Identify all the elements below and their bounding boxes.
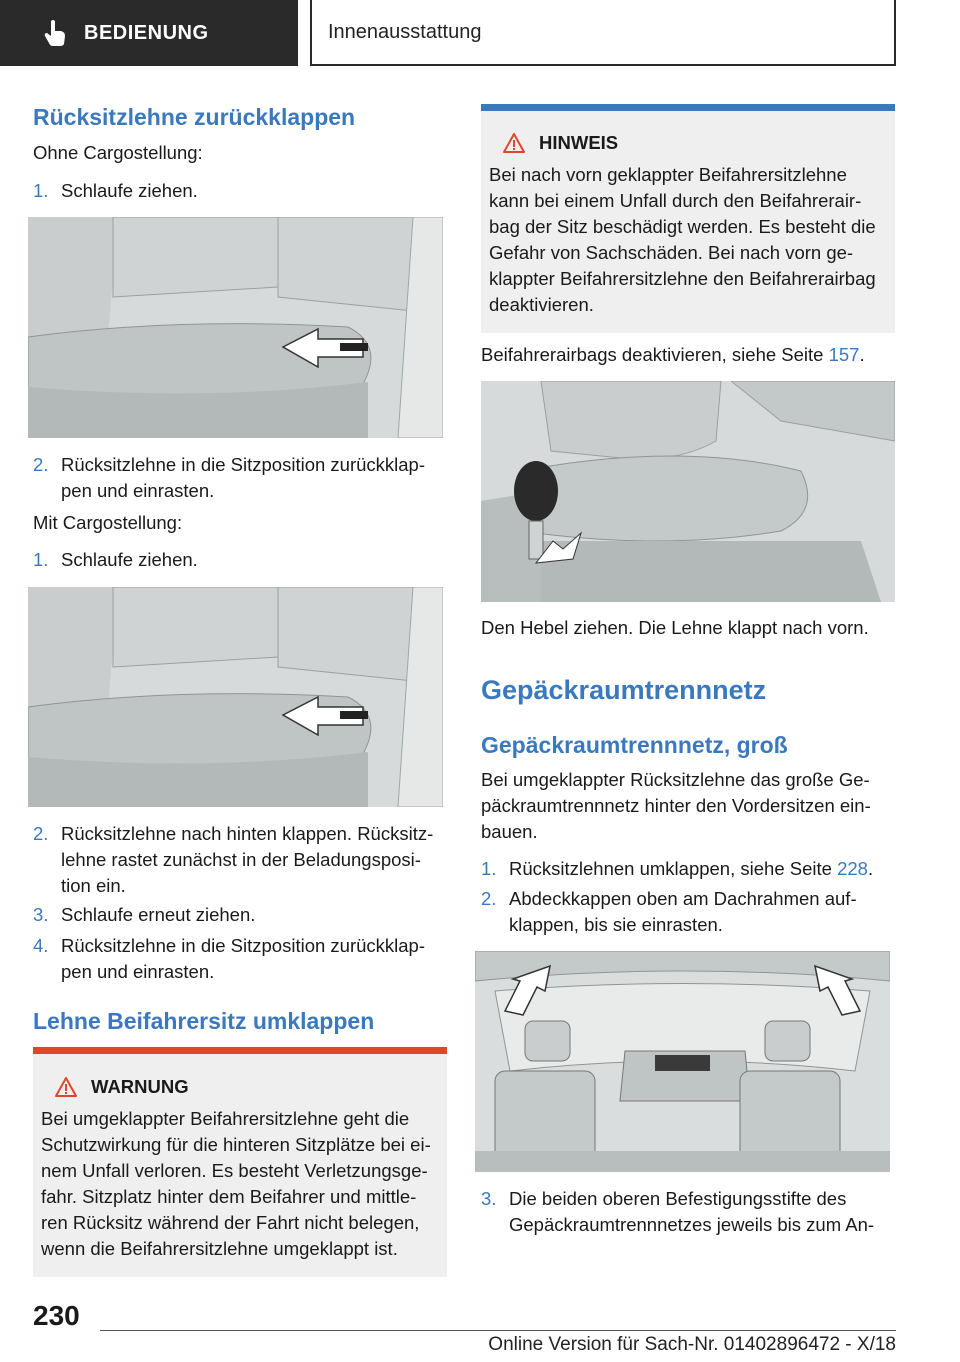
page-link-157[interactable]: 157 [828,344,860,365]
chapter-tab[interactable] [0,0,298,66]
notice-line: Bei nach vorn geklappter Beifahrersitzlehne [489,164,847,185]
step-item [33,547,447,573]
step-text-line: Rücksitzlehnen umklappen, siehe Seite [509,858,832,879]
step-text [61,933,425,985]
intro-line: bauen. [481,821,538,842]
step-item [33,902,447,928]
warning-title-text: WARNUNG [91,1076,189,1097]
notice-box [481,104,895,333]
step-item [33,933,447,985]
step-item [481,886,895,938]
rear-seat-illustration-1 [28,217,443,438]
text-mit-cargostellung: Mit Cargostellung: [33,512,183,533]
hand-pointer-icon [40,18,70,48]
step-item [33,821,447,899]
step-text: Schlaufe ziehen. [61,180,198,201]
step-text-line: Rücksitzlehne nach hinten klappen. Rücksitz- [61,823,434,844]
rear-seat-illustration-2 [28,587,443,807]
step-item [33,452,447,504]
footer-online-version: Online Version für Sach-Nr. 01402896472 - X/18 [488,1334,896,1355]
notice-line: Gefahr von Sachschäden. Bei nach vorn ge- [489,242,854,263]
step-number: 1. [33,549,49,570]
warning-box [33,1047,447,1277]
period: . [867,858,874,879]
heading-gepaeckraumtrennnetz: Gepäckraumtrennnetz [481,675,767,705]
step-text [61,452,425,504]
notice-bar [481,104,895,111]
step-item [33,178,447,204]
step-text-line: klappen, bis sie einrasten. [509,914,723,935]
warning-body [33,1106,447,1262]
text-gepaeck-intro [481,767,895,845]
step-number: 1. [481,858,497,879]
airbag-reference-text: Beifahrerairbags deaktivieren, siehe Seite [481,344,824,365]
step-text-line: Abdeckkappen oben am Dachrahmen auf- [509,888,857,909]
step-number: 3. [33,904,49,925]
step-text-line: lehne rastet zunächst in der Beladungsposi- [61,849,421,870]
notice-line: klappter Beifahrersitzlehne den Beifahrerairbag [489,268,876,289]
step-text [61,821,433,899]
step-text-line: Die beiden oberen Befestigungsstifte des [509,1188,847,1209]
warning-title [33,1076,447,1098]
notice-line: kann bei einem Unfall durch den Beifahrerair- [489,190,862,211]
step-number: 1. [33,180,49,201]
text-airbag-reference [481,342,895,368]
car-interior-illustration [475,951,890,1172]
warning-line: Schutzwirkung für die hinteren Sitzplätze bei ei- [41,1134,431,1155]
step-number: 2. [33,454,49,475]
notice-line: bag der Sitz beschädigt werden. Es besteht die [489,216,876,237]
step-text-line: Rücksitzlehne in die Sitzposition zurückklap- [61,935,426,956]
notice-title [481,132,895,154]
warning-line: nem Unfall verloren. Es besteht Verletzungsge- [41,1160,428,1181]
step-text-line: tion ein. [61,875,126,896]
heading-lehne-beifahrersitz: Lehne Beifahrersitz umklappen [33,1008,375,1034]
warning-line: ren Rücksitz während der Fahrt nicht belegen, [41,1212,420,1233]
warning-triangle-icon [55,1077,77,1097]
notice-line: deaktivieren. [489,294,594,315]
page-number: 230 [33,1300,80,1331]
step-text: Schlaufe ziehen. [61,549,198,570]
text-hebel: Den Hebel ziehen. Die Lehne klappt nach vorn. [481,617,869,638]
step-number: 4. [33,935,49,956]
step-text-line: Rücksitzlehne in die Sitzposition zurückklap- [61,454,426,475]
intro-line: päckraumtrennnetz hinter den Vordersitzen ein- [481,795,871,816]
notice-body [481,162,895,318]
step-text-line: pen und einrasten. [61,480,215,501]
step-text-line: pen und einrasten. [61,961,215,982]
warning-line: fahr. Sitzplatz hinter dem Beifahrer und mittle- [41,1186,417,1207]
step-text [509,1186,874,1238]
warning-bar [33,1047,447,1054]
section-title-text: Innenausstattung [328,20,482,43]
section-title [310,0,896,66]
warning-line: wenn die Beifahrersitzlehne umgeklappt ist. [41,1238,398,1259]
heading-gepaeckraumtrennnetz-gross: Gepäckraumtrennnetz, groß [481,732,788,758]
footer-divider [100,1330,896,1331]
notice-triangle-icon [503,133,525,153]
step-text: Schlaufe erneut ziehen. [61,904,256,925]
step-item [481,856,895,882]
heading-ruecksitzlehne: Rücksitzlehne zurückklappen [33,104,356,130]
step-number: 2. [33,823,49,844]
chapter-tab-label: BEDIENUNG [84,21,209,44]
warning-line: Bei umgeklappter Beifahrersitzlehne geht die [41,1108,410,1129]
step-number: 3. [481,1188,497,1209]
page-link-228[interactable]: 228 [837,858,868,879]
step-text-line: Gepäckraumtrennnetzes jeweils bis zum An- [509,1214,875,1235]
notice-title-text: HINWEIS [539,132,619,153]
step-number: 2. [481,888,497,909]
step-item [481,1186,895,1238]
intro-line: Bei umgeklappter Rücksitzlehne das große Ge- [481,769,870,790]
step-text [509,856,873,882]
text-ohne-cargostellung: Ohne Cargostellung: [33,142,203,163]
passenger-seat-illustration [481,381,895,602]
step-text [509,886,857,938]
period: . [859,344,865,365]
